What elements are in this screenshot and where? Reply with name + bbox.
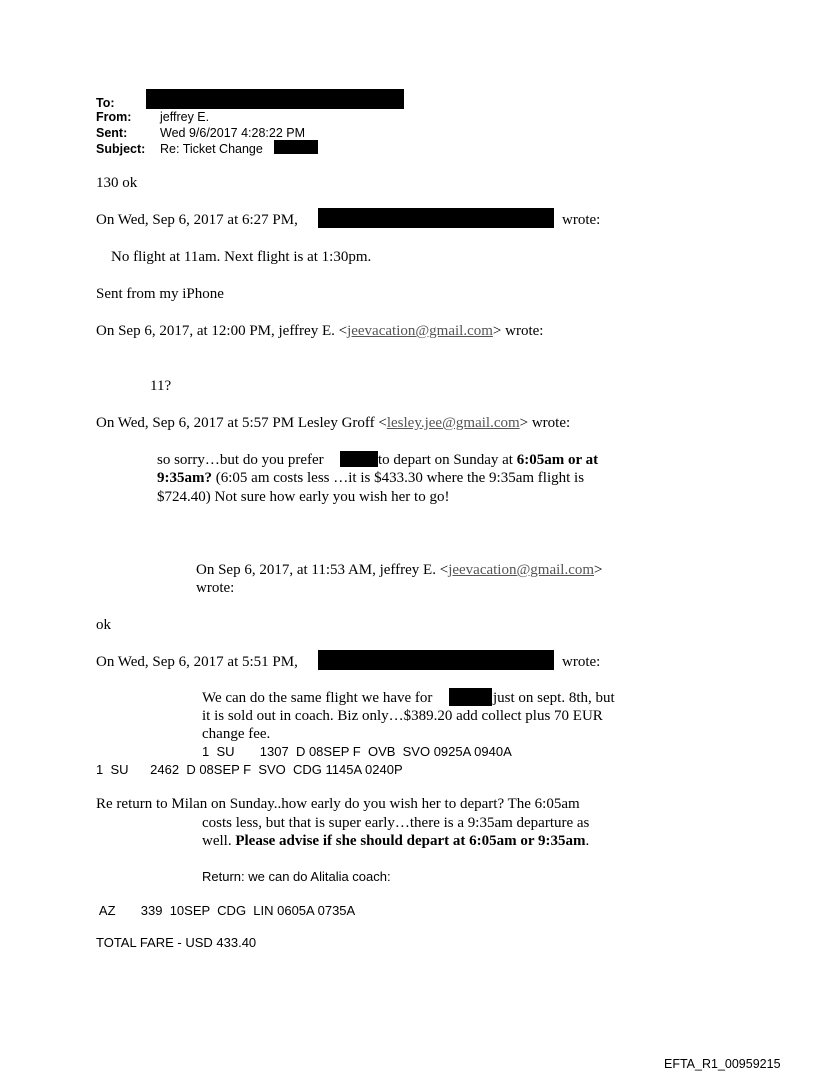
sent-value: Wed 9/6/2017 4:28:22 PM: [160, 126, 306, 140]
quote-header-prefix: On Wed, Sep 6, 2017 at 5:51 PM,: [96, 654, 298, 670]
quote-header-suffix: wrote:: [562, 654, 601, 670]
quote-header-prefix: On Wed, Sep 6, 2017 at 5:57 PM Lesley Groff <: [96, 415, 387, 431]
quote-line: [378, 452, 598, 469]
quote-line: it is sold out in coach. Biz only…$389.20 add collect plus 70 EUR: [202, 708, 603, 724]
quote-header-suffix: wrote:: [196, 580, 235, 596]
signature: Sent from my iPhone: [96, 286, 224, 302]
quote-header: [96, 323, 543, 340]
sent-label: Sent:: [96, 126, 128, 140]
emphasis-text: Please advise if she should depart at 6:05am or 9:35am: [235, 833, 586, 849]
subject-value: Re: Ticket Change: [160, 142, 263, 156]
redaction-block: [274, 140, 318, 154]
from-label: From:: [96, 110, 132, 124]
quote-line: change fee.: [202, 726, 271, 742]
document-id: EFTA_R1_00959215: [664, 1057, 781, 1071]
email-link[interactable]: lesley.jee@gmail.com: [386, 415, 520, 431]
reply-text: ok: [96, 617, 111, 633]
quote-header: [196, 562, 603, 579]
redaction-block: [318, 650, 554, 670]
quote-line: [157, 470, 584, 487]
redaction-block: [449, 688, 492, 706]
quote-line: [157, 452, 324, 469]
quote-header-prefix: On Wed, Sep 6, 2017 at 6:27 PM,: [96, 212, 298, 228]
quote-text: well.: [202, 833, 232, 849]
quote-header: [96, 654, 298, 671]
to-label: To:: [96, 96, 115, 110]
quote-header-prefix: On Sep 6, 2017, at 11:53 AM, jeffrey E. <: [196, 562, 449, 578]
quote-header-suffix: > wrote:: [519, 415, 571, 431]
redaction-block: [318, 208, 554, 228]
emphasis-text: 6:05am or at: [516, 452, 599, 468]
quote-text: so sorry…but do you prefer: [157, 452, 324, 468]
subject-label: Subject:: [96, 142, 146, 156]
quote-header: [96, 212, 298, 229]
quote-line: [202, 833, 589, 850]
quote-text: .: [585, 833, 590, 849]
quote-line: costs less, but that is super early…there is a 9:35am departure as: [202, 815, 590, 831]
quote-text: (6:05 am costs less …it is $433.30 where the 9:35am flight is: [215, 470, 585, 486]
from-value: jeffrey E.: [160, 110, 210, 124]
emphasis-text: 9:35am?: [157, 470, 212, 486]
flight-line: 1 SU 2462 D 08SEP F SVO CDG 1145A 0240P: [96, 762, 403, 777]
redaction-block: [146, 89, 404, 109]
return-info: Return: we can do Alitalia coach:: [202, 869, 391, 884]
quote-header: [96, 415, 570, 432]
quote-line: Re return to Milan on Sunday..how early do you wish her to depart? The 6:05am: [96, 796, 580, 812]
quote-text: 11?: [150, 378, 172, 394]
email-link[interactable]: jeevacation@gmail.com: [347, 323, 493, 339]
total-fare: TOTAL FARE - USD 433.40: [96, 935, 257, 950]
flight-line: AZ 339 10SEP CDG LIN 0605A 0735A: [96, 903, 356, 918]
quote-line: We can do the same flight we have for: [202, 690, 433, 706]
quote-line: just on sept. 8th, but: [493, 690, 615, 706]
quote-header-suffix: >: [594, 562, 603, 578]
quote-line: $724.40) Not sure how early you wish her to go!: [157, 489, 450, 505]
redaction-block: [340, 451, 378, 467]
quote-header-prefix: On Sep 6, 2017, at 12:00 PM, jeffrey E. <: [96, 323, 348, 339]
email-link[interactable]: jeevacation@gmail.com: [448, 562, 595, 578]
quote-header-suffix: > wrote:: [492, 323, 544, 339]
quote-text: to depart on Sunday at: [378, 452, 513, 468]
reply-text: 130 ok: [96, 175, 138, 191]
quote-text: No flight at 11am. Next flight is at 1:30pm.: [111, 249, 372, 265]
quote-header-suffix: wrote:: [562, 212, 601, 228]
flight-line: 1 SU 1307 D 08SEP F OVB SVO 0925A 0940A: [202, 744, 512, 759]
